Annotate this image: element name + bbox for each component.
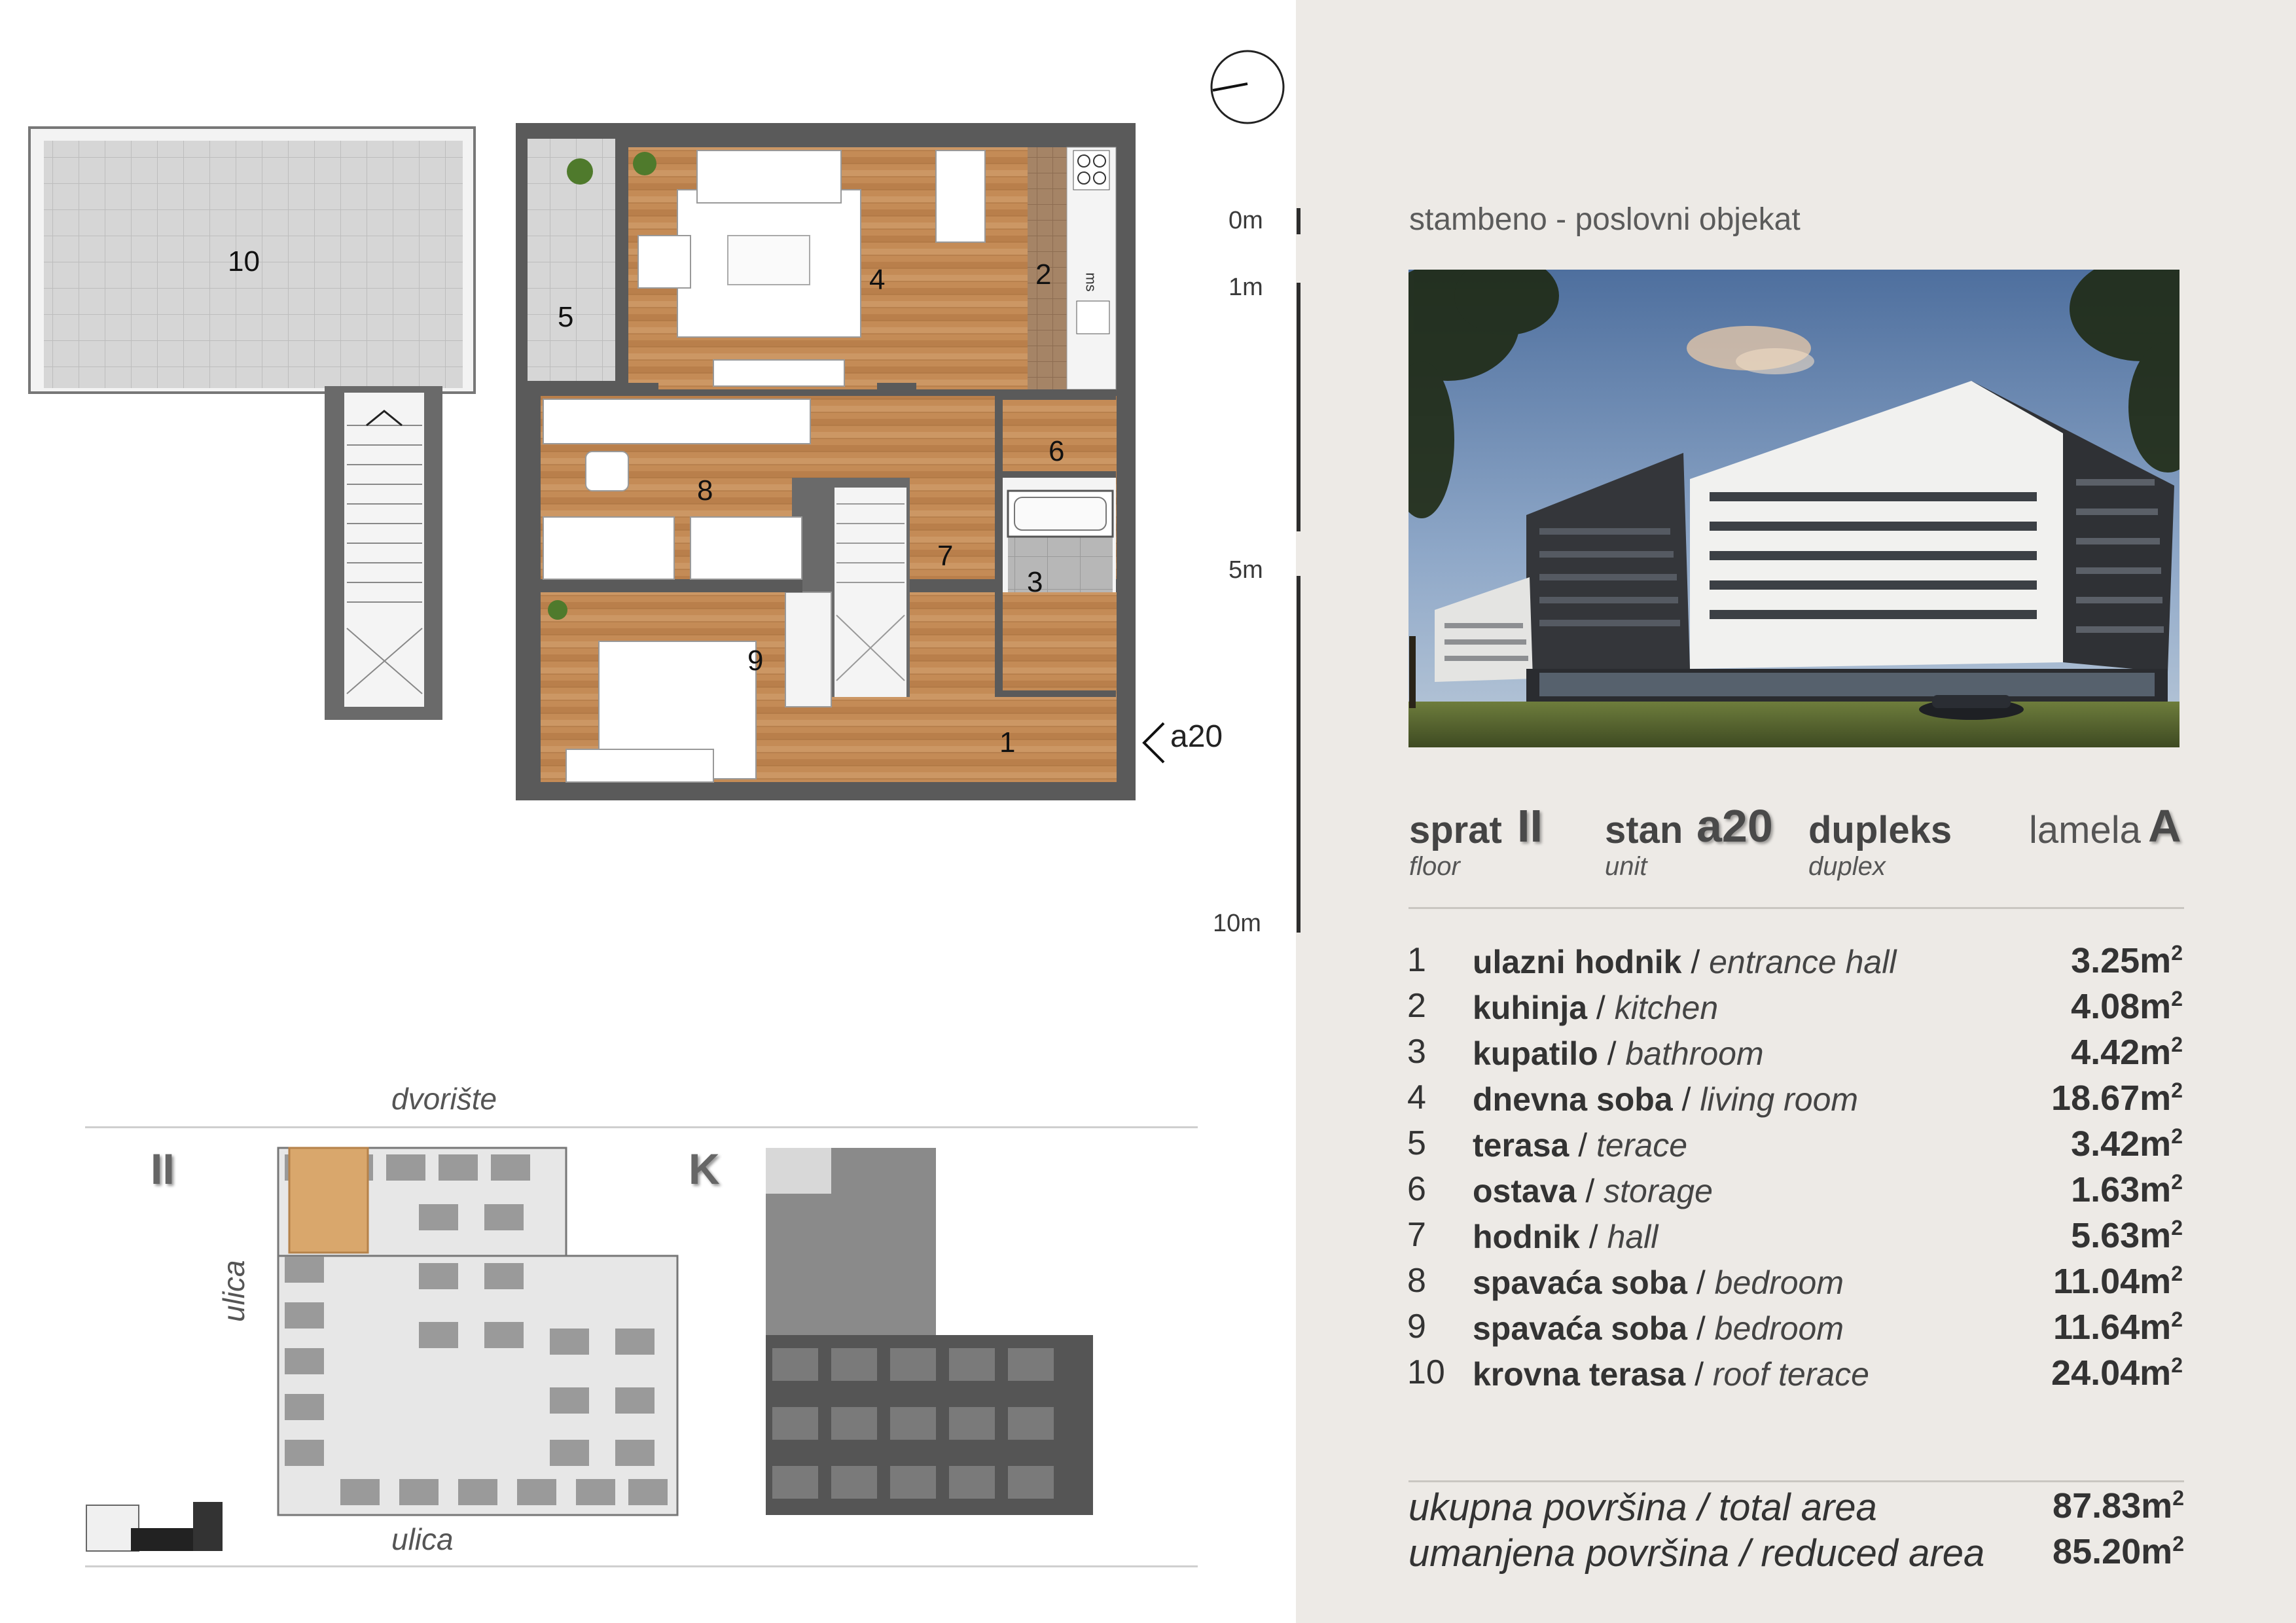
room-area-value: 11.64m bbox=[2053, 1308, 2172, 1347]
unit-label: stan bbox=[1605, 809, 1683, 851]
reduced-area-row bbox=[1408, 1531, 2184, 1575]
site-floor-plan bbox=[278, 1148, 677, 1515]
street-side-label: ulica bbox=[217, 1260, 251, 1322]
floor-label: sprat bbox=[1409, 809, 1502, 851]
room-area bbox=[2071, 1124, 2183, 1164]
site-floor-marker: II bbox=[151, 1145, 175, 1193]
room-name-en: kitchen bbox=[1614, 990, 1719, 1026]
room-separator: / bbox=[1681, 944, 1710, 980]
room-area bbox=[2071, 1169, 2183, 1210]
site-plans bbox=[79, 1139, 1126, 1564]
total-area-label: ukupna površina / total area bbox=[1408, 1486, 1877, 1529]
room-area bbox=[2051, 1078, 2183, 1118]
room-area bbox=[2071, 986, 2183, 1027]
room-name-en: storage bbox=[1604, 1173, 1713, 1209]
room-row bbox=[1407, 1307, 2183, 1353]
room-separator: / bbox=[1672, 1081, 1700, 1118]
entry-arrow-icon bbox=[1144, 723, 1164, 762]
room-area-value: 3.42m bbox=[2071, 1124, 2172, 1164]
area-superscript: 2 bbox=[2171, 1262, 2183, 1285]
room-separator: / bbox=[1687, 1264, 1715, 1301]
lamela-value: A bbox=[2148, 800, 2181, 851]
scale-label-5m: 5m bbox=[1229, 556, 1263, 584]
room-number: 9 bbox=[1407, 1308, 1426, 1346]
area-superscript: 2 bbox=[2171, 1033, 2183, 1056]
room-name-en: terace bbox=[1596, 1127, 1687, 1164]
room-name: dnevna soba bbox=[1473, 1081, 1673, 1118]
reduced-area-label: umanjena površina / reduced area bbox=[1408, 1532, 1985, 1575]
room-name: spavaća soba bbox=[1473, 1310, 1687, 1347]
reduced-area-number: 85.20m bbox=[2053, 1532, 2173, 1571]
room-name-en: hall bbox=[1607, 1219, 1659, 1255]
room-area bbox=[2053, 1261, 2183, 1302]
room-row bbox=[1407, 1261, 2183, 1307]
room-area bbox=[2071, 940, 2183, 981]
room-row bbox=[1407, 940, 2183, 986]
room-name: kupatilo bbox=[1473, 1035, 1598, 1072]
room-row bbox=[1407, 1078, 2183, 1124]
total-area-number: 87.83m bbox=[2053, 1486, 2173, 1525]
lamela-label: lamela bbox=[2029, 809, 2141, 851]
plan-room-number: 2 bbox=[1035, 259, 1052, 291]
room-row bbox=[1407, 1032, 2183, 1078]
room-number: 5 bbox=[1407, 1124, 1426, 1162]
room-area-value: 1.63m bbox=[2071, 1170, 2172, 1209]
type-sub: duplex bbox=[1808, 852, 1886, 881]
area-superscript: 2 bbox=[2171, 987, 2183, 1010]
type-label: dupleks bbox=[1808, 809, 1952, 851]
plan-room-number: 3 bbox=[1027, 566, 1043, 598]
area-superscript: 2 bbox=[2171, 1353, 2183, 1377]
site-roof-marker: K bbox=[689, 1145, 720, 1193]
area-superscript: 2 bbox=[2171, 1170, 2183, 1194]
room-name: spavaća soba bbox=[1473, 1264, 1687, 1301]
scale-label-10m: 10m bbox=[1213, 910, 1261, 937]
room-separator: / bbox=[1687, 1310, 1715, 1347]
room-row bbox=[1407, 1124, 2183, 1169]
scale-bar-segment bbox=[1297, 208, 1300, 234]
room-row bbox=[1407, 1215, 2183, 1261]
reduced-area-value bbox=[2053, 1531, 2184, 1572]
plan-room-number: 10 bbox=[228, 245, 260, 277]
courtyard-label: dvorište bbox=[391, 1082, 497, 1116]
scale-label-1m: 1m bbox=[1229, 274, 1263, 301]
room-number: 7 bbox=[1407, 1216, 1426, 1254]
room-name-en: entrance hall bbox=[1709, 944, 1897, 980]
room-separator: / bbox=[1598, 1035, 1626, 1072]
room-separator: / bbox=[1579, 1219, 1607, 1255]
plant-icon bbox=[548, 600, 567, 620]
room-number: 4 bbox=[1407, 1079, 1426, 1116]
area-superscript: 2 bbox=[2172, 1532, 2184, 1556]
location-key bbox=[86, 1502, 223, 1551]
plan-room-number: 8 bbox=[697, 474, 713, 507]
plan-room-number: 6 bbox=[1049, 435, 1065, 467]
plant-icon bbox=[567, 158, 593, 185]
area-superscript: 2 bbox=[2171, 1124, 2183, 1148]
room-name-en: bathroom bbox=[1625, 1035, 1764, 1072]
room-separator: / bbox=[1569, 1127, 1597, 1164]
site-bottom-line bbox=[85, 1565, 1198, 1567]
site-roof-plan bbox=[766, 1148, 1093, 1515]
room-separator: / bbox=[1576, 1173, 1604, 1209]
plant-icon bbox=[633, 152, 656, 175]
street-bottom-label: ulica bbox=[391, 1522, 454, 1556]
room-number: 10 bbox=[1407, 1353, 1445, 1391]
plan-room-number: 4 bbox=[869, 264, 886, 296]
room-area bbox=[2053, 1307, 2183, 1347]
room-area bbox=[2051, 1353, 2183, 1393]
floor-value: II bbox=[1517, 800, 1543, 851]
room-separator: / bbox=[1587, 990, 1615, 1026]
plan-room-number: 1 bbox=[999, 726, 1016, 758]
room-name: krovna terasa bbox=[1473, 1356, 1686, 1393]
room-name: ostava bbox=[1473, 1173, 1577, 1209]
room-name: kuhinja bbox=[1473, 990, 1588, 1026]
room-name-en: bedroom bbox=[1714, 1264, 1844, 1301]
room-row bbox=[1407, 1169, 2183, 1215]
unit-marker-label: a20 bbox=[1170, 719, 1223, 754]
room-row bbox=[1407, 1353, 2183, 1399]
area-superscript: 2 bbox=[2171, 1079, 2183, 1102]
plan-room-number: 5 bbox=[558, 301, 574, 333]
room-area-value: 5.63m bbox=[2071, 1216, 2172, 1255]
room-area-value: 3.25m bbox=[2071, 941, 2172, 980]
room-area-value: 4.42m bbox=[2071, 1033, 2172, 1072]
highlighted-unit bbox=[289, 1148, 368, 1253]
room-separator: / bbox=[1685, 1356, 1713, 1393]
site-top-line bbox=[85, 1126, 1198, 1128]
room-area-value: 24.04m bbox=[2051, 1353, 2172, 1393]
room-area-value: 4.08m bbox=[2071, 987, 2172, 1026]
total-area-row bbox=[1408, 1486, 2184, 1529]
room-name-en: roof terace bbox=[1712, 1356, 1869, 1393]
room-name-en: bedroom bbox=[1714, 1310, 1844, 1347]
scale-label-0m: 0m bbox=[1229, 207, 1263, 234]
room-number: 8 bbox=[1407, 1262, 1426, 1300]
room-number: 6 bbox=[1407, 1170, 1426, 1208]
room-name: ulazni hodnik bbox=[1473, 944, 1682, 980]
total-area-value bbox=[2053, 1486, 2184, 1526]
room-name: terasa bbox=[1473, 1127, 1570, 1164]
project-subtitle: stambeno - poslovni objekat bbox=[1409, 202, 1801, 237]
room-number: 1 bbox=[1407, 941, 1426, 979]
room-number: 2 bbox=[1407, 987, 1426, 1025]
area-superscript: 2 bbox=[2171, 941, 2183, 965]
room-number: 3 bbox=[1407, 1033, 1426, 1071]
room-row bbox=[1407, 986, 2183, 1032]
divider bbox=[1408, 907, 2184, 909]
floor-plan bbox=[0, 0, 1244, 825]
unit-sub: unit bbox=[1605, 852, 1647, 881]
room-name: hodnik bbox=[1473, 1219, 1580, 1255]
scale-bar-segment bbox=[1297, 576, 1300, 933]
room-area-value: 18.67m bbox=[2051, 1079, 2172, 1118]
unit-value: a20 bbox=[1696, 800, 1773, 851]
plan-room-number: 7 bbox=[937, 540, 954, 572]
fixture-label: ms bbox=[1083, 272, 1100, 292]
area-superscript: 2 bbox=[2172, 1486, 2184, 1510]
room-area bbox=[2071, 1215, 2183, 1256]
area-superscript: 2 bbox=[2171, 1308, 2183, 1331]
divider bbox=[1408, 1480, 2184, 1482]
room-area-value: 11.04m bbox=[2053, 1262, 2172, 1301]
building-render-image bbox=[1408, 270, 2179, 747]
floor-sub: floor bbox=[1409, 852, 1460, 881]
scale-bar-segment bbox=[1297, 283, 1300, 531]
area-superscript: 2 bbox=[2171, 1216, 2183, 1240]
plan-room-number: 9 bbox=[747, 645, 764, 677]
room-name-en: living room bbox=[1700, 1081, 1859, 1118]
room-area bbox=[2071, 1032, 2183, 1073]
